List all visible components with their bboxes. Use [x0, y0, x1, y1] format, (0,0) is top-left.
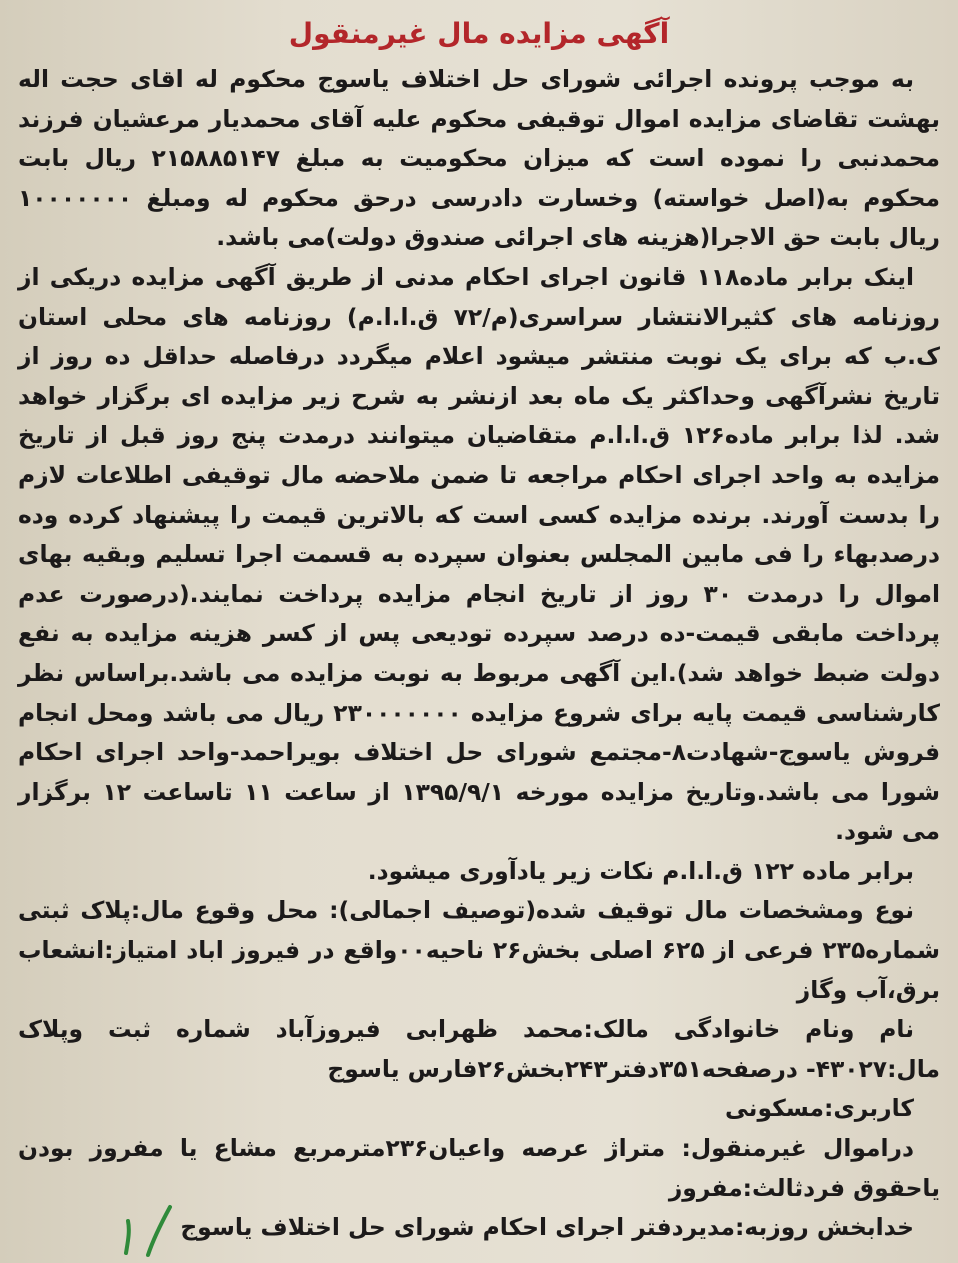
paragraph-owner-details: نام ونام خانوادگی مالک:محمد ظهرابی فیروزآباد شماره ثبت وپلاک مال:۴۳۰۲۷- درصفحه۳۵۱دفتر۲۴۳بخش۲۶فارس یاسوج	[18, 1015, 940, 1083]
paragraph-auction-terms: اینک برابر ماده۱۱۸ قانون اجرای احکام مدنی از طریق آگهی مزایده دریکی از روزنامه های کثیرالانتشار سراسری(م/۷۲ ق.ا.ا.م) روزنامه های محلی استان ک.ب که برای یک نوبت منتشر میشود اعلام میگردد درفاصله حداقل ده روز از تاریخ نشرآگهی وحداکثر یک ماه بعد ازنشر به شرح زیر مزایده ای برگزار خواهد شد. لذا برابر ماده۱۲۶ ق.ا.ا.م متقاضیان میتوانند درمدت پنج روز قبل از تاریخ مزایده به واحد اجرای احکام مراجعه تا ضمن ملاحضه مال توقیفی اطلاعات لازم را بدست آورند. برنده مزایده کسی است که بالاترین قیمت را پیشنهاد کرده وده درصدبهاء را فی مابین المجلس بعنوان سپرده به قسمت اجرا تسلیم وبقیه بهای اموال را درمدت ۳۰ روز از تاریخ انجام مزایده پرداخت نمایند.(درصورت عدم پرداخت مابقی قیمت-ده درصد سپرده تودیعی پس از کسر هزینه مزایده به نفع دولت ضبط خواهد شد).این آگهی مربوط به نوبت مزایده می باشد.براساس نظر کارشناسی قیمت پایه برای شروع مزایده ۲۳۰۰۰۰۰۰۰ ریال می باشد ومحل انجام فروش یاسوج-شهادت۸-مجتمع شورای حل اختلاف بویراحمد-واحد اجرای احکام شورا می باشد.وتاریخ مزایده مورخه ۱۳۹۵/۹/۱ از ساعت ۱۱ تاساعت ۱۲ برگزار می شود.	[18, 262, 941, 846]
paragraph-case-details: به موجب پرونده اجرائی شورای حل اختلاف یاسوج محکوم له اقای حجت اله بهشت تقاضای مزایده اموال توقیفی محکوم علیه آقای محمدیار مرعشیان فرزند محمدنبی را نموده است که میزان محکومیت به مبلغ ۲۱۵۸۸۵۱۴۷ ریال بابت محکوم به(اصل خواسته) وخسارت دادرسی درحق محکوم له ومبلغ ۱۰۰۰۰۰۰۰ ریال بابت حق الاجرا(هزینه های اجرائی صندوق دولت)می باشد.	[18, 65, 940, 252]
paragraph-property-type: نوع ومشخصات مال توقیف شده(توصیف اجمالی): محل وقوع مال:پلاک ثبتی شماره۲۳۵ فرعی از ۶۲۵ اصلی بخش۲۶ ناحیه۰۰واقع در فیروز اباد امتیاز:انشعاب برق،آب وگاز	[18, 896, 940, 1004]
paragraph-article-122: برابر ماده ۱۲۲ ق.ا.ا.م نکات زیر یادآوری میشود.	[367, 856, 914, 885]
notice-title: آگهی مزایده مال غیرمنقول	[288, 17, 670, 50]
paragraph-usage: کاربری:مسکونی	[725, 1094, 914, 1123]
signature-scribble	[118, 1201, 178, 1259]
paragraph-signatory: خدابخش روزبه:مدیردفتر اجرای احکام شورای حل اختلاف یاسوج	[180, 1213, 914, 1242]
paragraph-area: دراموال غیرمنقول: متراژ عرصه واعیان۲۳۶مترمربع مشاع یا مفروز بودن یاحقوق فردثالث:مفروز	[18, 1134, 940, 1202]
notice-body	[18, 60, 940, 1248]
